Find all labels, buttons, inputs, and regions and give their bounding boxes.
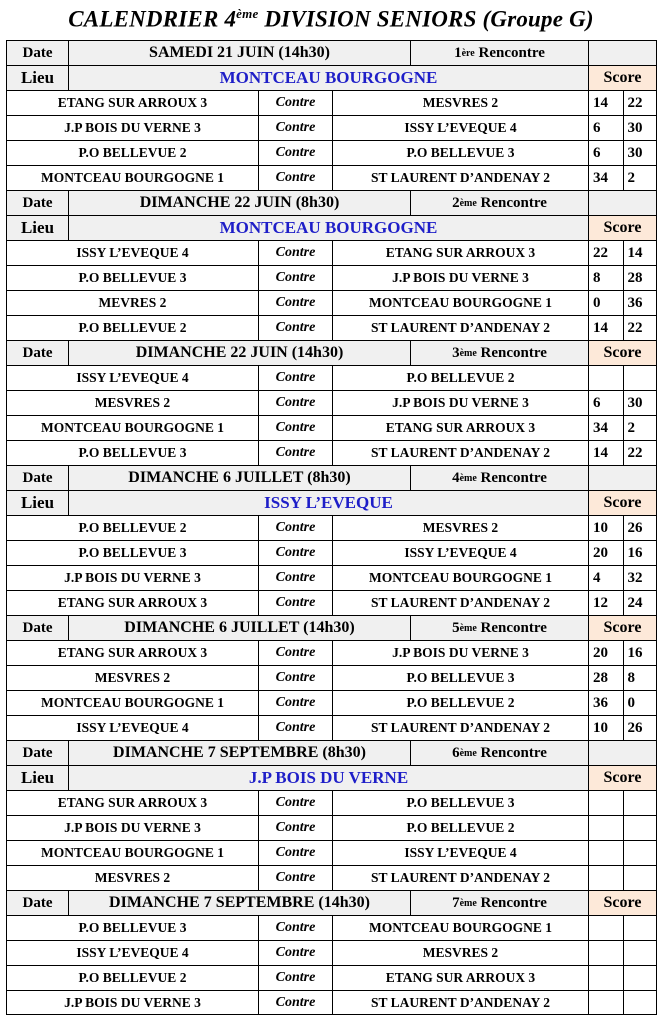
match-row xyxy=(6,140,657,165)
home-team: P.O BELLEVUE 2 xyxy=(6,515,258,540)
versus-label: Contre xyxy=(258,715,332,740)
home-score xyxy=(588,840,623,865)
score-header-empty xyxy=(588,40,657,65)
round-date: DIMANCHE 6 JUILLET (8h30) xyxy=(68,465,410,490)
home-score xyxy=(588,365,623,390)
versus-label: Contre xyxy=(258,265,332,290)
round-date: DIMANCHE 6 JUILLET (14h30) xyxy=(68,615,410,640)
home-team: MONTCEAU BOURGOGNE 1 xyxy=(6,415,258,440)
away-team: ETANG SUR ARROUX 3 xyxy=(332,415,588,440)
round-number-suffix: ème xyxy=(459,747,477,759)
round-number-suffix: ème xyxy=(459,347,477,359)
home-team: P.O BELLEVUE 3 xyxy=(6,915,258,940)
away-team: P.O BELLEVUE 2 xyxy=(332,815,588,840)
home-team: J.P BOIS DU VERNE 3 xyxy=(6,115,258,140)
score-header: Score xyxy=(588,340,657,365)
away-score xyxy=(623,790,658,815)
home-team: ISSY L’EVEQUE 4 xyxy=(6,240,258,265)
versus-label: Contre xyxy=(258,415,332,440)
home-team: ISSY L’EVEQUE 4 xyxy=(6,365,258,390)
round-date: DIMANCHE 7 SEPTEMBRE (8h30) xyxy=(68,740,410,765)
away-team: MESVRES 2 xyxy=(332,90,588,115)
home-team: MESVRES 2 xyxy=(6,665,258,690)
match-row xyxy=(6,815,657,840)
home-score: 14 xyxy=(588,90,623,115)
match-row xyxy=(6,940,657,965)
away-score: 30 xyxy=(623,115,658,140)
home-score: 6 xyxy=(588,140,623,165)
round-date-row xyxy=(6,615,657,640)
rencontre-label: Rencontre xyxy=(480,194,547,211)
score-header: Score xyxy=(588,765,657,790)
versus-label: Contre xyxy=(258,390,332,415)
away-team: ETANG SUR ARROUX 3 xyxy=(332,240,588,265)
away-score xyxy=(623,815,658,840)
versus-label: Contre xyxy=(258,440,332,465)
score-header: Score xyxy=(588,615,657,640)
versus-label: Contre xyxy=(258,315,332,340)
round-number-suffix: ème xyxy=(459,622,477,634)
away-team: P.O BELLEVUE 2 xyxy=(332,690,588,715)
versus-label: Contre xyxy=(258,865,332,890)
home-score: 36 xyxy=(588,690,623,715)
date-label: Date xyxy=(6,465,68,490)
versus-label: Contre xyxy=(258,640,332,665)
round-date: DIMANCHE 22 JUIN (14h30) xyxy=(68,340,410,365)
round-date: SAMEDI 21 JUIN (14h30) xyxy=(68,40,410,65)
home-team: P.O BELLEVUE 2 xyxy=(6,965,258,990)
match-row xyxy=(6,915,657,940)
round-date-row xyxy=(6,890,657,915)
match-row xyxy=(6,315,657,340)
away-score xyxy=(623,915,658,940)
match-row xyxy=(6,565,657,590)
round-number-value: 1 xyxy=(454,44,462,61)
away-score xyxy=(623,990,658,1015)
score-header: Score xyxy=(588,215,657,240)
away-team: J.P BOIS DU VERNE 3 xyxy=(332,265,588,290)
versus-label: Contre xyxy=(258,290,332,315)
home-team: P.O BELLEVUE 2 xyxy=(6,315,258,340)
match-row xyxy=(6,715,657,740)
away-score xyxy=(623,940,658,965)
match-row xyxy=(6,665,657,690)
home-score: 20 xyxy=(588,540,623,565)
venue-name: J.P BOIS DU VERNE xyxy=(68,765,588,790)
versus-label: Contre xyxy=(258,940,332,965)
match-row xyxy=(6,365,657,390)
round-date-row xyxy=(6,190,657,215)
round-number xyxy=(410,890,588,915)
away-team: MESVRES 2 xyxy=(332,940,588,965)
versus-label: Contre xyxy=(258,165,332,190)
home-team: P.O BELLEVUE 3 xyxy=(6,440,258,465)
home-score: 12 xyxy=(588,590,623,615)
match-row xyxy=(6,590,657,615)
versus-label: Contre xyxy=(258,115,332,140)
round-date-row xyxy=(6,340,657,365)
away-team: P.O BELLEVUE 3 xyxy=(332,790,588,815)
away-score: 2 xyxy=(623,165,658,190)
match-row xyxy=(6,90,657,115)
home-score: 14 xyxy=(588,440,623,465)
away-team: ST LAURENT D’ANDENAY 2 xyxy=(332,440,588,465)
home-team: MONTCEAU BOURGOGNE 1 xyxy=(6,690,258,715)
home-team: MEVRES 2 xyxy=(6,290,258,315)
round-number xyxy=(410,740,588,765)
home-team: J.P BOIS DU VERNE 3 xyxy=(6,565,258,590)
score-header-empty xyxy=(588,740,657,765)
home-score: 6 xyxy=(588,115,623,140)
home-team: P.O BELLEVUE 3 xyxy=(6,265,258,290)
home-score: 8 xyxy=(588,265,623,290)
home-score xyxy=(588,865,623,890)
round-number-value: 5 xyxy=(452,619,460,636)
score-header: Score xyxy=(588,65,657,90)
home-team: J.P BOIS DU VERNE 3 xyxy=(6,990,258,1015)
match-row xyxy=(6,640,657,665)
title-main: CALENDRIER 4 xyxy=(68,6,237,32)
rencontre-label: Rencontre xyxy=(480,469,547,486)
away-score: 8 xyxy=(623,665,658,690)
away-team: P.O BELLEVUE 3 xyxy=(332,665,588,690)
versus-label: Contre xyxy=(258,965,332,990)
home-score: 4 xyxy=(588,565,623,590)
venue-row xyxy=(6,490,657,515)
away-team: J.P BOIS DU VERNE 3 xyxy=(332,640,588,665)
away-team: ST LAURENT D’ANDENAY 2 xyxy=(332,590,588,615)
away-team: P.O BELLEVUE 2 xyxy=(332,365,588,390)
away-score: 32 xyxy=(623,565,658,590)
away-team: MONTCEAU BOURGOGNE 1 xyxy=(332,565,588,590)
away-team: ST LAURENT D’ANDENAY 2 xyxy=(332,165,588,190)
schedule-table xyxy=(6,40,657,1015)
away-team: ISSY L’EVEQUE 4 xyxy=(332,840,588,865)
versus-label: Contre xyxy=(258,540,332,565)
match-row xyxy=(6,415,657,440)
round-number-value: 2 xyxy=(452,194,460,211)
home-team: ISSY L’EVEQUE 4 xyxy=(6,940,258,965)
home-score xyxy=(588,915,623,940)
home-score: 34 xyxy=(588,165,623,190)
title-superscript: ème xyxy=(236,6,259,21)
date-label: Date xyxy=(6,340,68,365)
away-score xyxy=(623,865,658,890)
versus-label: Contre xyxy=(258,140,332,165)
home-team: MESVRES 2 xyxy=(6,390,258,415)
versus-label: Contre xyxy=(258,915,332,940)
away-score: 22 xyxy=(623,315,658,340)
home-score xyxy=(588,940,623,965)
round-number-value: 7 xyxy=(452,894,460,911)
round-number-value: 3 xyxy=(452,344,460,361)
away-score: 36 xyxy=(623,290,658,315)
rencontre-label: Rencontre xyxy=(478,44,545,61)
away-team: MONTCEAU BOURGOGNE 1 xyxy=(332,290,588,315)
away-team: ISSY L’EVEQUE 4 xyxy=(332,115,588,140)
home-team: MONTCEAU BOURGOGNE 1 xyxy=(6,840,258,865)
match-row xyxy=(6,165,657,190)
round-date-row xyxy=(6,740,657,765)
venue-name: MONTCEAU BOURGOGNE xyxy=(68,215,588,240)
match-row xyxy=(6,865,657,890)
away-score: 30 xyxy=(623,390,658,415)
away-team: ST LAURENT D’ANDENAY 2 xyxy=(332,865,588,890)
round-number-suffix: ème xyxy=(459,197,477,209)
away-score: 2 xyxy=(623,415,658,440)
home-score: 20 xyxy=(588,640,623,665)
versus-label: Contre xyxy=(258,790,332,815)
venue-label: Lieu xyxy=(6,65,68,90)
match-row xyxy=(6,240,657,265)
away-team: MONTCEAU BOURGOGNE 1 xyxy=(332,915,588,940)
home-score: 0 xyxy=(588,290,623,315)
round-number-value: 6 xyxy=(452,744,460,761)
match-row xyxy=(6,790,657,815)
versus-label: Contre xyxy=(258,665,332,690)
away-score: 14 xyxy=(623,240,658,265)
home-team: J.P BOIS DU VERNE 3 xyxy=(6,815,258,840)
away-score: 16 xyxy=(623,640,658,665)
away-score: 24 xyxy=(623,590,658,615)
away-team: ST LAURENT D’ANDENAY 2 xyxy=(332,715,588,740)
home-team: ETANG SUR ARROUX 3 xyxy=(6,90,258,115)
versus-label: Contre xyxy=(258,990,332,1015)
match-row xyxy=(6,965,657,990)
away-team: MESVRES 2 xyxy=(332,515,588,540)
home-team: ISSY L’EVEQUE 4 xyxy=(6,715,258,740)
home-score: 28 xyxy=(588,665,623,690)
away-score xyxy=(623,365,658,390)
away-score: 22 xyxy=(623,90,658,115)
round-number xyxy=(410,340,588,365)
away-score: 26 xyxy=(623,515,658,540)
away-team: ISSY L’EVEQUE 4 xyxy=(332,540,588,565)
home-team: ETANG SUR ARROUX 3 xyxy=(6,640,258,665)
rencontre-label: Rencontre xyxy=(480,894,547,911)
venue-name: MONTCEAU BOURGOGNE xyxy=(68,65,588,90)
home-score xyxy=(588,965,623,990)
round-number xyxy=(410,465,588,490)
versus-label: Contre xyxy=(258,690,332,715)
venue-label: Lieu xyxy=(6,215,68,240)
away-team: ST LAURENT D’ANDENAY 2 xyxy=(332,990,588,1015)
round-number-suffix: ème xyxy=(459,897,477,909)
versus-label: Contre xyxy=(258,815,332,840)
away-score: 28 xyxy=(623,265,658,290)
away-score xyxy=(623,840,658,865)
home-score: 22 xyxy=(588,240,623,265)
versus-label: Contre xyxy=(258,240,332,265)
versus-label: Contre xyxy=(258,515,332,540)
venue-row xyxy=(6,765,657,790)
match-row xyxy=(6,515,657,540)
home-score xyxy=(588,790,623,815)
round-number xyxy=(410,615,588,640)
rencontre-label: Rencontre xyxy=(480,744,547,761)
away-team: P.O BELLEVUE 3 xyxy=(332,140,588,165)
home-score xyxy=(588,990,623,1015)
match-row xyxy=(6,265,657,290)
round-date-row xyxy=(6,40,657,65)
score-header-empty xyxy=(588,465,657,490)
home-team: MONTCEAU BOURGOGNE 1 xyxy=(6,165,258,190)
score-header: Score xyxy=(588,890,657,915)
round-date: DIMANCHE 22 JUIN (8h30) xyxy=(68,190,410,215)
away-score: 0 xyxy=(623,690,658,715)
round-date-row xyxy=(6,465,657,490)
home-team: MESVRES 2 xyxy=(6,865,258,890)
score-header: Score xyxy=(588,490,657,515)
score-header-empty xyxy=(588,190,657,215)
match-row xyxy=(6,390,657,415)
home-score: 6 xyxy=(588,390,623,415)
match-row xyxy=(6,840,657,865)
rencontre-label: Rencontre xyxy=(480,619,547,636)
away-team: ST LAURENT D’ANDENAY 2 xyxy=(332,315,588,340)
match-row xyxy=(6,290,657,315)
home-team: ETANG SUR ARROUX 3 xyxy=(6,590,258,615)
round-number-suffix: ère xyxy=(461,47,475,59)
home-score: 10 xyxy=(588,515,623,540)
date-label: Date xyxy=(6,615,68,640)
away-score: 16 xyxy=(623,540,658,565)
away-score: 26 xyxy=(623,715,658,740)
home-score xyxy=(588,815,623,840)
venue-row xyxy=(6,65,657,90)
venue-name: ISSY L’EVEQUE xyxy=(68,490,588,515)
home-team: ETANG SUR ARROUX 3 xyxy=(6,790,258,815)
round-number xyxy=(410,190,588,215)
title-rest: DIVISION SENIORS (Groupe G) xyxy=(258,6,594,32)
match-row xyxy=(6,690,657,715)
home-score: 34 xyxy=(588,415,623,440)
away-team: ETANG SUR ARROUX 3 xyxy=(332,965,588,990)
rencontre-label: Rencontre xyxy=(480,344,547,361)
versus-label: Contre xyxy=(258,590,332,615)
versus-label: Contre xyxy=(258,90,332,115)
round-number-value: 4 xyxy=(452,469,460,486)
venue-label: Lieu xyxy=(6,765,68,790)
date-label: Date xyxy=(6,890,68,915)
round-number-suffix: ème xyxy=(459,472,477,484)
home-team: P.O BELLEVUE 2 xyxy=(6,140,258,165)
home-score: 14 xyxy=(588,315,623,340)
versus-label: Contre xyxy=(258,840,332,865)
match-row xyxy=(6,440,657,465)
round-number xyxy=(410,40,588,65)
page-title xyxy=(0,6,662,33)
away-score: 22 xyxy=(623,440,658,465)
match-row xyxy=(6,540,657,565)
date-label: Date xyxy=(6,740,68,765)
venue-label: Lieu xyxy=(6,490,68,515)
away-team: J.P BOIS DU VERNE 3 xyxy=(332,390,588,415)
versus-label: Contre xyxy=(258,565,332,590)
match-row xyxy=(6,990,657,1015)
versus-label: Contre xyxy=(258,365,332,390)
venue-row xyxy=(6,215,657,240)
home-score: 10 xyxy=(588,715,623,740)
match-row xyxy=(6,115,657,140)
away-score: 30 xyxy=(623,140,658,165)
home-team: P.O BELLEVUE 3 xyxy=(6,540,258,565)
date-label: Date xyxy=(6,40,68,65)
date-label: Date xyxy=(6,190,68,215)
away-score xyxy=(623,965,658,990)
round-date: DIMANCHE 7 SEPTEMBRE (14h30) xyxy=(68,890,410,915)
